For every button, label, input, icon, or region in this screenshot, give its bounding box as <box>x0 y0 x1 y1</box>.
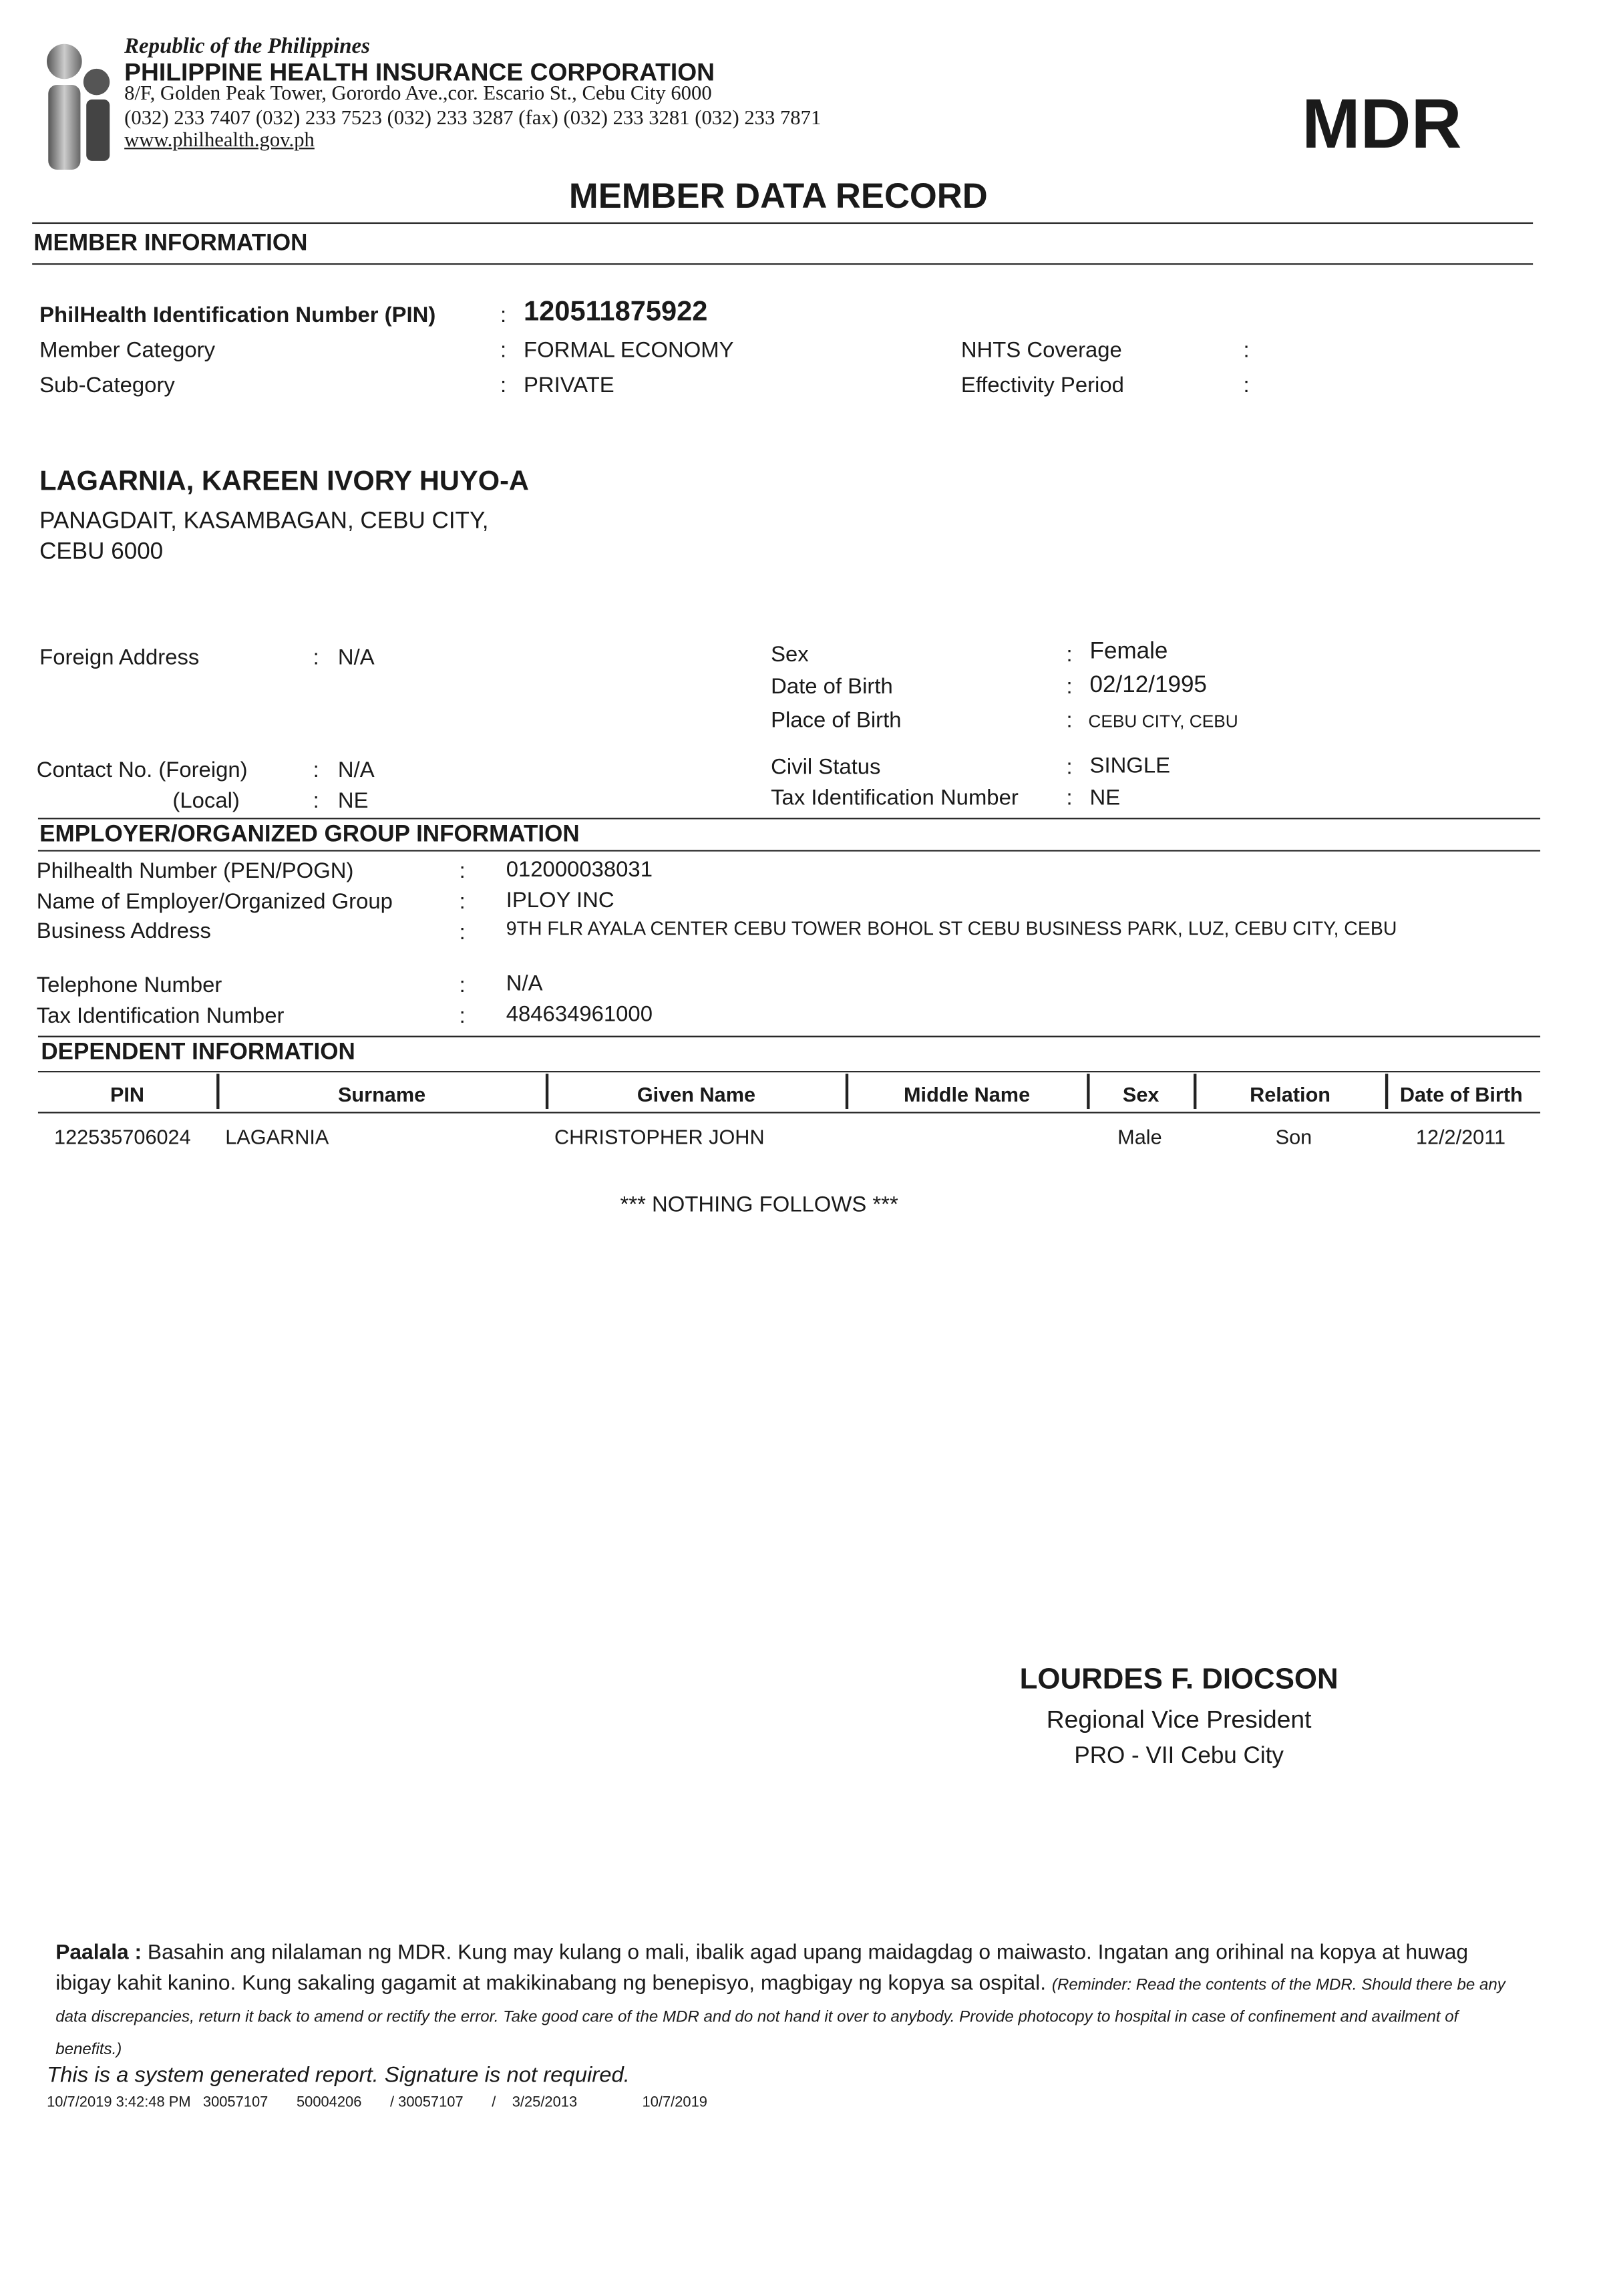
pob-label: Place of Birth <box>771 707 902 733</box>
pob-value: CEBU CITY, CEBU <box>1088 711 1238 731</box>
mdr-code: MDR <box>1302 86 1462 164</box>
signatory-title: Regional Vice President <box>1046 1705 1312 1734</box>
civil-status-label: Civil Status <box>771 755 881 780</box>
report-meta <box>47 2095 707 2111</box>
subcategory-label: Sub-Category <box>39 373 175 398</box>
column-header-surname: Surname <box>337 1082 426 1106</box>
meta-id: 50004206 <box>296 2095 362 2112</box>
business-address-label: Business Address <box>36 919 211 944</box>
member-address-line2: CEBU 6000 <box>39 540 164 565</box>
colon: : <box>1066 755 1073 780</box>
page-title: MEMBER DATA RECORD <box>568 176 988 217</box>
pin-label: PhilHealth Identification Number (PIN) <box>39 303 436 328</box>
column-header-sex: Sex <box>1122 1082 1159 1106</box>
dob-label: Date of Birth <box>771 674 893 699</box>
org-website[interactable]: www.philhealth.gov.ph <box>124 130 315 152</box>
contact-local-value: NE <box>337 788 369 814</box>
meta-timestamp: 10/7/2019 3:42:48 PM <box>47 2095 191 2112</box>
colon: : <box>313 758 319 783</box>
dependent-dob: 12/2/2011 <box>1415 1125 1506 1149</box>
reminder-text: (Reminder: Read the contents of the MDR. Should there be any data discrepancies, return it back to amend or rectify the error. Take good care of the MDR and do not hand it over to anybody. Provide photocopy to hospital in case of confinement and availment of benefits.) <box>55 1976 1505 2059</box>
philhealth-logo-icon <box>38 35 120 173</box>
column-header-relation: Relation <box>1250 1082 1331 1106</box>
column-header-given-name: Given Name <box>637 1082 756 1106</box>
colon: : <box>459 858 466 884</box>
contact-local-label: (Local) <box>172 788 240 814</box>
org-address: 8/F, Golden Peak Tower, Gorordo Ave.,cor. Escario St., Cebu City 6000 <box>124 83 712 106</box>
employer-section-title: EMPLOYER/ORGANIZED GROUP INFORMATION <box>39 822 580 848</box>
colon: : <box>500 303 507 328</box>
employer-tin-label: Tax Identification Number <box>36 1003 285 1029</box>
sex-label: Sex <box>771 642 809 667</box>
column-header-dob: Date of Birth <box>1399 1082 1523 1106</box>
employer-tin-value: 484634961000 <box>506 1002 653 1027</box>
meta-date: 10/7/2019 <box>642 2095 707 2112</box>
colon: : <box>459 1003 466 1029</box>
effectivity-label: Effectivity Period <box>960 373 1124 398</box>
contact-foreign-label: Contact No. (Foreign) <box>36 758 248 783</box>
category-value: FORMAL ECONOMY <box>524 337 734 363</box>
org-name: PHILIPPINE HEALTH INSURANCE CORPORATION <box>124 58 715 87</box>
org-phones: (032) 233 7407 (032) 233 7523 (032) 233 3287 (fax) (032) 233 3281 (032) 233 7871 <box>124 108 822 130</box>
colon: : <box>1066 786 1073 811</box>
telephone-value: N/A <box>506 971 543 997</box>
colon: : <box>1066 707 1073 733</box>
colon: : <box>459 889 466 915</box>
signatory-name: LOURDES F. DIOCSON <box>1019 1663 1338 1696</box>
member-section-title: MEMBER INFORMATION <box>33 231 308 257</box>
civil-status-value: SINGLE <box>1089 753 1171 779</box>
colon: : <box>1243 373 1250 398</box>
nothing-follows: *** NOTHING FOLLOWS *** <box>620 1192 898 1218</box>
category-label: Member Category <box>39 337 216 363</box>
colon: : <box>459 973 466 998</box>
foreign-address-value: N/A <box>337 645 375 671</box>
dob-value: 02/12/1995 <box>1089 673 1207 698</box>
colon: : <box>1066 642 1073 667</box>
member-tin-value: NE <box>1089 786 1121 811</box>
colon: : <box>1066 674 1073 699</box>
business-address-value: 9TH FLR AYALA CENTER CEBU TOWER BOHOL ST CEBU BUSINESS PARK, LUZ, CEBU CITY, CEBU <box>506 917 1397 939</box>
republic-text: Republic of the Philippines <box>124 35 370 59</box>
column-header-pin: PIN <box>110 1082 145 1106</box>
member-tin-label: Tax Identification Number <box>771 786 1019 811</box>
meta-id: / 30057107 <box>390 2095 464 2112</box>
column-header-middle-name: Middle Name <box>904 1082 1031 1106</box>
subcategory-value: PRIVATE <box>524 373 614 398</box>
colon: : <box>313 788 319 814</box>
dependent-given-name: CHRISTOPHER JOHN <box>554 1125 765 1149</box>
dependent-section-title: DEPENDENT INFORMATION <box>41 1040 355 1065</box>
telephone-label: Telephone Number <box>36 973 222 998</box>
paalala-label: Paalala : <box>55 1941 142 1965</box>
meta-id: 30057107 <box>202 2095 269 2112</box>
nhts-label: NHTS Coverage <box>960 337 1122 363</box>
dependent-surname: LAGARNIA <box>225 1125 329 1149</box>
colon: : <box>1243 337 1250 363</box>
dependent-sex: Male <box>1117 1125 1162 1149</box>
paalala-note <box>55 1939 1511 2066</box>
contact-foreign-value: N/A <box>337 758 375 783</box>
dependent-relation: Son <box>1275 1125 1312 1149</box>
member-address-line1: PANAGDAIT, KASAMBAGAN, CEBU CITY, <box>39 509 489 534</box>
meta-separator: / <box>492 2095 496 2112</box>
foreign-address-label: Foreign Address <box>39 645 200 671</box>
colon: : <box>500 337 507 363</box>
pen-label: Philhealth Number (PEN/POGN) <box>36 858 354 884</box>
system-note: This is a system generated report. Signature is not required. <box>47 2062 630 2088</box>
signatory-office: PRO - VII Cebu City <box>1074 1744 1284 1769</box>
paalala-text: Basahin ang nilalaman ng MDR. Kung may kulang o mali, ibalik agad upang maidagdag o maiwasto. Ingatan ang orihinal na kopya at huwag ibigay kahit kanino. Kung sakaling gagamit at makikinabang ng benepisyo, magbigay ng kopya sa ospital. <box>55 1941 1469 1996</box>
employer-name-value: IPLOY INC <box>506 888 614 913</box>
member-name: LAGARNIA, KAREEN IVORY HUYO-A <box>39 466 529 498</box>
colon: : <box>313 645 319 671</box>
meta-date: 3/25/2013 <box>512 2095 578 2112</box>
pin-value: 120511875922 <box>524 297 708 328</box>
dependent-pin: 122535706024 <box>54 1125 191 1149</box>
pen-value: 012000038031 <box>506 857 653 882</box>
colon: : <box>459 920 466 945</box>
sex-value: Female <box>1089 639 1168 665</box>
employer-name-label: Name of Employer/Organized Group <box>36 889 393 915</box>
colon: : <box>500 373 507 398</box>
